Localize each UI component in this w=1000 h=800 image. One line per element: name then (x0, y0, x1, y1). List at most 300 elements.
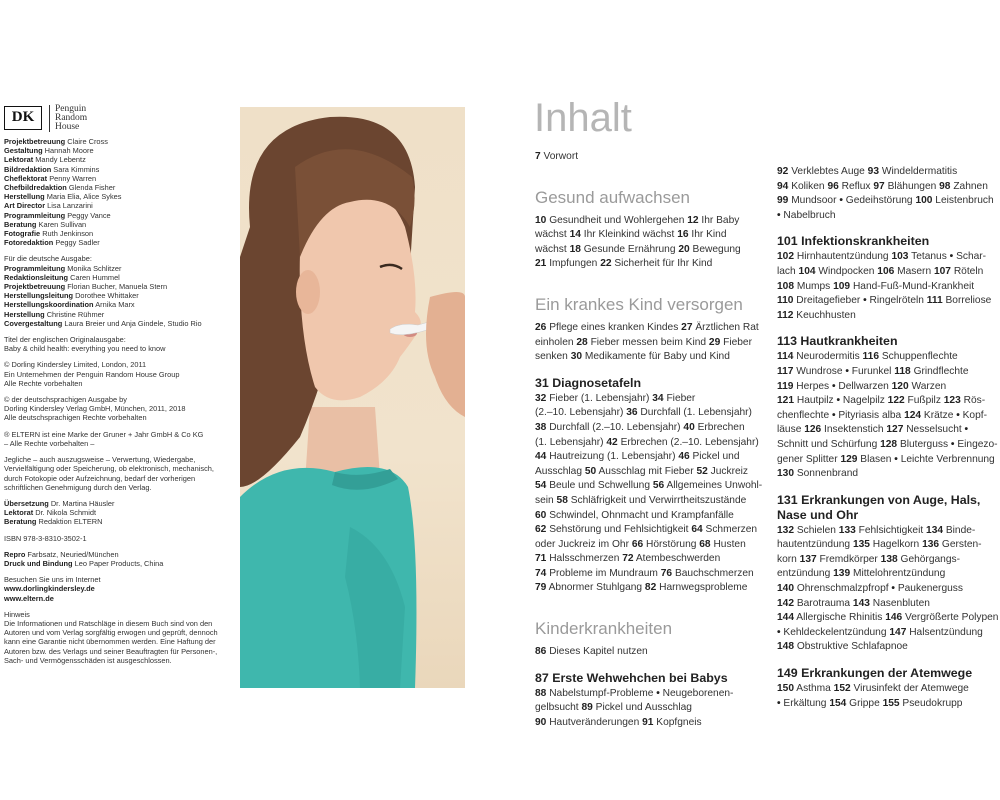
toc-entry[interactable]: Ihr Kind (691, 229, 727, 241)
publisher-logo (4, 103, 236, 133)
toc-entry[interactable]: Furunkel (851, 365, 892, 377)
toc-entry[interactable]: Husten (713, 538, 746, 550)
toc-page-number: 147 (889, 626, 907, 638)
credit-line (4, 282, 236, 291)
toc-entry[interactable]: Windeldermatitis (881, 166, 958, 177)
toc-entry[interactable]: Schwindel, Ohnmacht und Krampfanfälle (549, 509, 734, 521)
toc-page-number: 68 (699, 538, 711, 550)
toc-page-number: 90 (535, 716, 547, 728)
toc-page-number: 110 (777, 295, 794, 307)
toc-entry[interactable]: Beule und Schwellung (549, 480, 651, 492)
toc-entry[interactable]: Virusinfekt der Atemwege (853, 683, 969, 695)
toc-entry[interactable]: Kehldeckelentzündung (783, 626, 887, 638)
credit-name: Maria Elia, Alice Sykes (46, 192, 122, 202)
toc-entry[interactable]: Fieber (1. Lebensjahr) (549, 392, 650, 404)
toc-line (777, 409, 999, 424)
toc-page-number: 94 (777, 180, 789, 192)
toc-page-number: 116 (862, 351, 879, 363)
toc-page-number: 38 (535, 421, 547, 433)
credit-role: Herstellung (4, 309, 45, 319)
credit-name: Penny Warren (49, 173, 97, 183)
toc-entry[interactable]: Probleme im Mundraum (549, 567, 658, 579)
toc-line (535, 645, 760, 660)
credit-name: Karen Sullivan (38, 219, 87, 229)
toc-entry[interactable]: wächst (535, 243, 567, 255)
toc-page-number: 32 (535, 392, 547, 404)
toc-entry[interactable]: Masern (897, 265, 932, 277)
bullet-separator: • (656, 687, 660, 699)
toc-line (535, 701, 760, 716)
eltern-note (4, 430, 236, 448)
credit-line (4, 174, 236, 183)
toc-page-number: 86 (535, 646, 547, 658)
imprint-column (4, 103, 236, 672)
credit-name: Leo Paper Products, China (74, 558, 164, 568)
toc-page-number: 128 (880, 438, 898, 450)
toc-entry[interactable]: Tetanus (911, 251, 947, 263)
toc-line (535, 421, 760, 436)
hint-line: Autoren bzw. des Verlags und seiner Beauftragten für Personen-, (4, 646, 218, 656)
toc-line (777, 309, 999, 324)
toc-entry[interactable]: Hörstörung (646, 538, 697, 550)
toc-entry[interactable]: hautentzündung (777, 539, 851, 551)
toc-line (777, 697, 999, 712)
hint-line: kann eine Garantie nicht übernommen werden. Eine Haftung der (4, 637, 216, 647)
toc-entry[interactable]: Hautpilz (796, 395, 834, 407)
toc-entry[interactable]: Pflege eines kranken Kindes (549, 321, 679, 333)
toc-entry[interactable]: Sonnenbrand (796, 468, 859, 480)
toc-chapter-heading[interactable]: 31 Diagnosetafeln (535, 375, 642, 390)
toc-entry[interactable]: Hautreizung (1. Lebensjahr) (549, 451, 676, 463)
toc-entry[interactable]: Pickel und (692, 451, 740, 463)
legal-line: schriftlichen Genehmigung durch den Verlag. (4, 482, 152, 492)
toc-page-number: 106 (877, 265, 895, 277)
credit-line (4, 220, 236, 229)
toc-entry[interactable]: Nabelstumpf-Probleme (549, 687, 654, 699)
toc-entry[interactable]: Ärztlichen Rat (695, 321, 759, 333)
toc-entry[interactable]: gener Splitter (777, 453, 838, 465)
credit-line (4, 137, 236, 146)
toc-entry[interactable]: Barotrauma (796, 597, 851, 609)
bullet-separator: • (831, 409, 836, 421)
toc-entry[interactable]: Fieber messen beim Kind (590, 336, 707, 348)
toc-line (777, 165, 999, 180)
toc-entry[interactable]: Eingezo- (957, 438, 998, 450)
toc-entry[interactable]: Hand-Fuß-Mund-Krankheit (852, 280, 975, 292)
toc-page-number: 137 (799, 553, 817, 565)
toc-entry[interactable]: Medikamente für Baby und Kind (584, 351, 730, 363)
toc-page-number: 124 (904, 409, 922, 421)
toc-entry[interactable]: Mumps (796, 280, 831, 292)
credit-role: Beratung (4, 219, 37, 229)
credit-name: Florian Bucher, Manuela Stern (67, 282, 168, 292)
credit-name: Sara Kimmins (53, 164, 100, 174)
toc-chapter-heading[interactable]: 87 Erste Wehwehchen bei Babys (535, 670, 728, 685)
toc-entry[interactable]: Gehörgangs- (900, 553, 960, 565)
copyright-line: Alle deutschsprachigen Rechte vorbehalten (4, 413, 147, 423)
credit-role: Bildredaktion (4, 164, 52, 174)
toc-entry[interactable]: Wundrose (796, 365, 843, 377)
toc-entry[interactable]: Zahnen (953, 180, 988, 192)
toc-line (535, 581, 760, 596)
toc-line (535, 321, 760, 336)
toc-line (535, 350, 760, 365)
toc-line (777, 380, 999, 395)
toc-line (777, 582, 999, 597)
toc-page-number: 155 (882, 697, 900, 709)
copyright-line: © der deutschsprachigen Ausgabe by (4, 395, 127, 405)
toc-entry[interactable]: Gesunde Ernährung (583, 243, 676, 255)
toc-entry[interactable]: Kopf- (962, 409, 987, 421)
toc-entry[interactable]: senken (535, 351, 568, 363)
publisher-line: House (55, 121, 80, 132)
toc-entry[interactable]: Obstruktive Schlafapnoe (796, 641, 908, 653)
toc-entry[interactable]: Leichte Verbrennung (900, 453, 995, 465)
credit-line (4, 291, 236, 300)
credit-name: Peggy Sadler (55, 238, 100, 248)
toc-chapter-heading[interactable]: 101 Infektionskrankheiten (777, 234, 930, 249)
toc-page-number: 107 (933, 265, 951, 277)
toc-page-number: 135 (852, 539, 870, 551)
toc-entry[interactable]: chenflechte (777, 409, 830, 421)
toc-entry[interactable]: Sicherheit für Ihr Kind (614, 258, 713, 270)
toc-entry[interactable]: Impfungen (549, 258, 598, 270)
toc-page-number: 139 (833, 568, 851, 580)
penguin-random-house-logo (49, 105, 87, 132)
toc-line (777, 538, 999, 553)
toc-page-number: 50 (584, 465, 597, 477)
credit-name: Claire Cross (67, 137, 108, 146)
toc-line (535, 436, 760, 451)
toc-entry[interactable]: Juckreiz (710, 465, 749, 477)
toc-entry[interactable]: Blähungen (887, 180, 937, 192)
credit-name: Peggy Vance (67, 210, 111, 220)
toc-page-number: 58 (556, 494, 568, 506)
toc-line (777, 180, 999, 195)
toc-page-number: 62 (535, 524, 547, 536)
toc-entry[interactable]: gelbsucht (535, 702, 579, 714)
toc-line (535, 509, 760, 524)
toc-page-number: 108 (777, 280, 794, 292)
toc-line (777, 524, 999, 539)
credit-role: Programmleitung (4, 210, 66, 220)
toc-page-number: 72 (622, 553, 634, 565)
toc-page-number: 142 (777, 597, 794, 609)
toc-entry[interactable]: Dieses Kapitel nutzen (549, 646, 648, 658)
toc-chapter-heading[interactable]: 149 Erkrankungen der Atemwege (777, 666, 973, 681)
toc-entry[interactable]: Bauchschmerzen (674, 567, 754, 579)
toc-page-number: 96 (827, 180, 839, 192)
toc-entry[interactable]: Röteln (953, 265, 984, 277)
hint-line: Sach- und Vermögensschäden ist ausgeschlossen. (4, 655, 172, 665)
toc-line (777, 597, 999, 612)
toc-entry[interactable]: Warzen (911, 380, 947, 392)
toc-entry[interactable]: (2.–10. Lebensjahr) (535, 407, 624, 419)
toc-entry[interactable]: Vorwort (543, 151, 579, 162)
toc-entry[interactable]: Dreitagefieber (796, 295, 861, 307)
toc-entry[interactable]: Windpocken (818, 265, 875, 277)
toc-entry[interactable]: Rös- (963, 395, 986, 407)
toc-entry[interactable]: Ihr Baby (701, 214, 740, 226)
toc-entry[interactable]: wächst (535, 229, 567, 241)
toc-section-heading[interactable]: Ein krankes Kind versorgen (535, 294, 743, 314)
toc-entry[interactable]: Neugeborenen- (662, 687, 734, 699)
toc-page-number: 120 (891, 380, 909, 392)
toc-entry[interactable]: Grippe (849, 697, 880, 709)
toc-entry[interactable]: Nagelpilz (842, 395, 885, 407)
toc-entry[interactable]: (1. Lebensjahr) (535, 436, 604, 448)
toc-page-number: 144 (777, 612, 794, 624)
toc-page-number: 117 (777, 365, 794, 377)
toc-entry[interactable]: Erkältung (783, 697, 827, 709)
toc-entry[interactable]: Atembeschwerden (635, 553, 721, 565)
copyright-de (4, 395, 236, 423)
toc-entry[interactable]: Krätze (923, 409, 954, 421)
bullet-separator: • (777, 697, 781, 709)
toc-page-number: 52 (696, 465, 708, 477)
toc-page-number: 88 (535, 687, 547, 699)
toc-entry[interactable]: Keuchhusten (796, 309, 856, 321)
toc-entry[interactable]: Dellwarzen (838, 380, 889, 392)
toc-entry[interactable]: oder Juckreiz im Ohr (535, 538, 629, 550)
toc-entry[interactable]: Verklebtes Auge (791, 166, 865, 177)
toc-page-number: 40 (683, 421, 695, 433)
credit-name: Glenda Fisher (68, 183, 116, 193)
original-title-label: Titel der englischen Originalausgabe: (4, 335, 126, 345)
toc-section-heading[interactable]: Kinderkrankheiten (535, 619, 673, 639)
toc-entry[interactable]: Schläfrigkeit und Verwirrtheitszustände (570, 494, 747, 506)
bullet-separator: • (839, 195, 843, 207)
toc-page-number: 148 (777, 641, 794, 653)
credit-role: Fotoredaktion (4, 238, 54, 248)
toc-section-heading[interactable]: Gesund aufwachsen (535, 187, 690, 207)
toc-page-number: 21 (535, 258, 547, 270)
toc-entry[interactable]: Fremdkörper (819, 553, 878, 565)
toc-entry[interactable]: entzündung (777, 568, 831, 580)
toc-entry[interactable]: Fehlsichtigkeit (858, 524, 924, 536)
toc-entry[interactable]: Mittelohrentzündung (852, 568, 946, 580)
toc-entry[interactable]: Borreliose (945, 295, 992, 307)
toc-entry[interactable]: Harnwegsprobleme (659, 582, 748, 594)
toc-entry[interactable]: Koliken (791, 180, 825, 192)
toc-line (535, 392, 760, 407)
toc-line (535, 450, 760, 465)
toc-line (535, 552, 760, 567)
credit-role: Cheflektorat (4, 173, 48, 183)
toc-entry[interactable]: Ringelröteln (869, 295, 924, 307)
toc-entry[interactable]: Blasen (860, 453, 892, 465)
credit-line (4, 201, 236, 210)
toc-chapter-heading[interactable]: 113 Hautkrankheiten (777, 334, 898, 349)
toc-entry[interactable]: Herpes (796, 380, 830, 392)
toc-entry[interactable]: Paukenerguss (897, 583, 963, 595)
toc-entry[interactable]: Ausschlag (535, 465, 583, 477)
toc-entry[interactable]: Binde- (945, 524, 976, 536)
toc-page-number: 154 (829, 697, 847, 709)
toc-entry[interactable]: Gesundheit und Wohlergehen (549, 214, 685, 226)
toc-page-number: 99 (777, 195, 789, 207)
credit-role: Fotografie (4, 229, 41, 239)
toc-column-right (777, 165, 999, 711)
toc-entry[interactable]: Durchfall (2.–10. Lebensjahr) (549, 421, 681, 433)
toc-title: Inhalt (534, 96, 632, 140)
toc-entry[interactable]: Neurodermitis (796, 351, 860, 363)
toc-entry[interactable]: Schmerzen (705, 524, 758, 536)
original-title-block (4, 335, 236, 353)
toc-entry[interactable]: Halsentzündung (909, 626, 983, 638)
credit-name: Dr. Martina Häusler (50, 498, 115, 508)
toc-page-number: 36 (626, 407, 638, 419)
toc-entry[interactable]: Nasenbluten (872, 597, 930, 609)
toc-page-number: 29 (708, 336, 721, 348)
toc-entry[interactable]: Reflux (841, 180, 871, 192)
credit-name: Laura Breier und Anja Gindele, Studio Rio (64, 318, 202, 328)
toc-entry[interactable]: Fußpilz (907, 395, 941, 407)
toc-entry[interactable]: Nesselsucht (906, 424, 962, 436)
toc-page-number: 111 (926, 295, 943, 307)
toc-line (777, 250, 999, 265)
credit-role: Art Director (4, 201, 46, 211)
toc-entry[interactable]: Erbrechen (697, 421, 745, 433)
toc-line (535, 214, 760, 229)
publisher-line: Penguin (55, 103, 87, 114)
toc-entry[interactable]: Fieber (723, 336, 752, 348)
bullet-separator: • (777, 626, 781, 638)
toc-entry[interactable]: Abnormer Stuhlgang (548, 582, 643, 594)
toc-line (535, 465, 760, 480)
credit-role: Gestaltung (4, 146, 43, 156)
toc-page-number: 109 (833, 280, 851, 292)
toc-entry[interactable]: Allergische Rhinitis (796, 612, 883, 624)
toc-entry[interactable]: Allgemeines Unwohl- (666, 480, 763, 492)
toc-entry[interactable]: Halsschmerzen (549, 553, 620, 565)
toc-entry[interactable]: lach (777, 265, 796, 277)
toc-entry[interactable]: Hirnhautentzündung (796, 251, 889, 263)
toc-chapter-heading[interactable]: 131 Erkrankungen von Auge, Hals, Nase und Ohr (777, 492, 981, 522)
toc-entry[interactable]: Leistenbruch (935, 195, 994, 207)
toc-page-number: 20 (678, 243, 690, 255)
credit-name: Farbsatz, Neuried/München (27, 549, 119, 559)
toc-entry[interactable]: Hautveränderungen (549, 716, 640, 728)
toc-page-number: 114 (777, 351, 794, 363)
toc-entry[interactable]: Schielen (796, 524, 836, 536)
toc-line (777, 453, 999, 468)
toc-page-number: 89 (581, 702, 593, 714)
toc-page-number: 7 (535, 151, 541, 162)
toc-line (535, 479, 763, 494)
toc-entry[interactable]: Pityriasis alba (838, 409, 902, 421)
toc-entry[interactable]: Pickel und Ausschlag (595, 702, 692, 714)
print-credits (4, 550, 236, 568)
credit-role: Herstellungskoordination (4, 300, 94, 310)
credit-role: Druck und Bindung (4, 558, 73, 568)
toc-page-number: 136 (922, 539, 940, 551)
toc-entry[interactable]: Gedeihstörung (845, 195, 913, 207)
credit-name: Redaktion ELTERN (38, 517, 103, 527)
credit-name: Ruth Jenkinson (42, 229, 94, 239)
toc-entry[interactable]: Hagelkorn (872, 539, 920, 551)
toc-entry[interactable]: sein (535, 494, 554, 506)
toc-page-number: 102 (777, 251, 794, 263)
toc-line (777, 682, 999, 697)
credit-line (4, 146, 236, 155)
toc-entry[interactable]: Ohrenschmalzpfropf (796, 583, 889, 595)
toc-line (777, 209, 999, 224)
toc-page-number: 71 (535, 553, 547, 565)
toc-entry[interactable]: läuse (777, 424, 802, 436)
hint-line: Autoren und vom Verlag sorgfältig erwogen und geprüft, dennoch (4, 628, 218, 638)
toc-entry[interactable]: Durchfall (1. Lebensjahr) (640, 407, 752, 419)
toc-page-number: 152 (833, 683, 851, 695)
hint-block (4, 610, 236, 665)
toc-line (535, 336, 760, 351)
toc-entry[interactable]: Kopfgneis (656, 716, 702, 728)
toc-page-number: 100 (915, 195, 933, 207)
toc-page-number: 18 (569, 243, 581, 255)
toc-line (535, 243, 760, 258)
credit-name: Dorothee Whittaker (75, 291, 139, 301)
toc-line (535, 406, 760, 421)
credit-line (4, 192, 236, 201)
toc-entry[interactable]: Vergrößerte Polypen (905, 612, 999, 624)
credit-line (4, 319, 236, 328)
toc-entry[interactable]: Sehstörung und Fehlsichtigkeit (549, 524, 689, 536)
toc-page-number: 104 (798, 265, 816, 277)
toc-entry[interactable]: Ausschlag mit Fieber (598, 465, 694, 477)
toc-page-number: 129 (840, 453, 858, 465)
toc-entry[interactable]: Bewegung (692, 243, 741, 255)
toc-line (777, 350, 999, 365)
toc-entry[interactable]: Schar- (956, 251, 987, 263)
translation-credits (4, 499, 236, 527)
toc-page-number: 66 (631, 538, 644, 550)
toc-page-number: 27 (681, 321, 693, 333)
toc-entry[interactable]: Gersten- (941, 539, 982, 551)
website-link[interactable]: www.dorlingkindersley.de (4, 584, 95, 594)
toc-line (535, 228, 760, 243)
toc-entry[interactable]: Schnitt und Schürfung (777, 438, 878, 450)
toc-entry[interactable]: einholen (535, 336, 574, 348)
toc-entry[interactable]: Fieber (666, 392, 696, 404)
website-link[interactable]: www.eltern.de (4, 593, 54, 603)
toc-entry[interactable]: Bluterguss (899, 438, 949, 450)
toc-page-number: 26 (535, 321, 547, 333)
credit-role: Projektbetreuung (4, 137, 66, 146)
toc-entry[interactable]: Insektenstich (824, 424, 884, 436)
credit-role: Repro (4, 549, 26, 559)
toc-entry[interactable]: Ihr Kleinkind wächst (583, 229, 675, 241)
toc-line (777, 611, 999, 626)
toc-entry[interactable]: Pseudokrupp (902, 697, 963, 709)
toc-entry[interactable]: Schuppenflechte (881, 351, 958, 363)
toc-page-number: 134 (926, 524, 944, 536)
toc-entry[interactable]: korn (777, 553, 797, 565)
toc-line (777, 640, 999, 655)
original-title: Baby & child health: everything you need to know (4, 344, 166, 354)
toc-page-number: 103 (891, 251, 909, 263)
toc-entry[interactable]: Mundsoor (791, 195, 837, 207)
toc-entry[interactable]: Erbrechen (2.–10. Lebensjahr) (620, 436, 759, 448)
dk-logo-icon: DK (4, 106, 42, 130)
toc-entry[interactable]: Nabelbruch (783, 209, 836, 221)
toc-entry[interactable]: Grindflechte (913, 365, 969, 377)
copyright-line: Alle Rechte vorbehalten (4, 378, 83, 388)
toc-page-number: 16 (677, 229, 689, 241)
toc-entry[interactable]: Asthma (796, 683, 831, 695)
credit-line (4, 238, 236, 247)
bullet-separator: • (956, 409, 960, 421)
credit-name: Mandy Lebentz (35, 155, 86, 165)
